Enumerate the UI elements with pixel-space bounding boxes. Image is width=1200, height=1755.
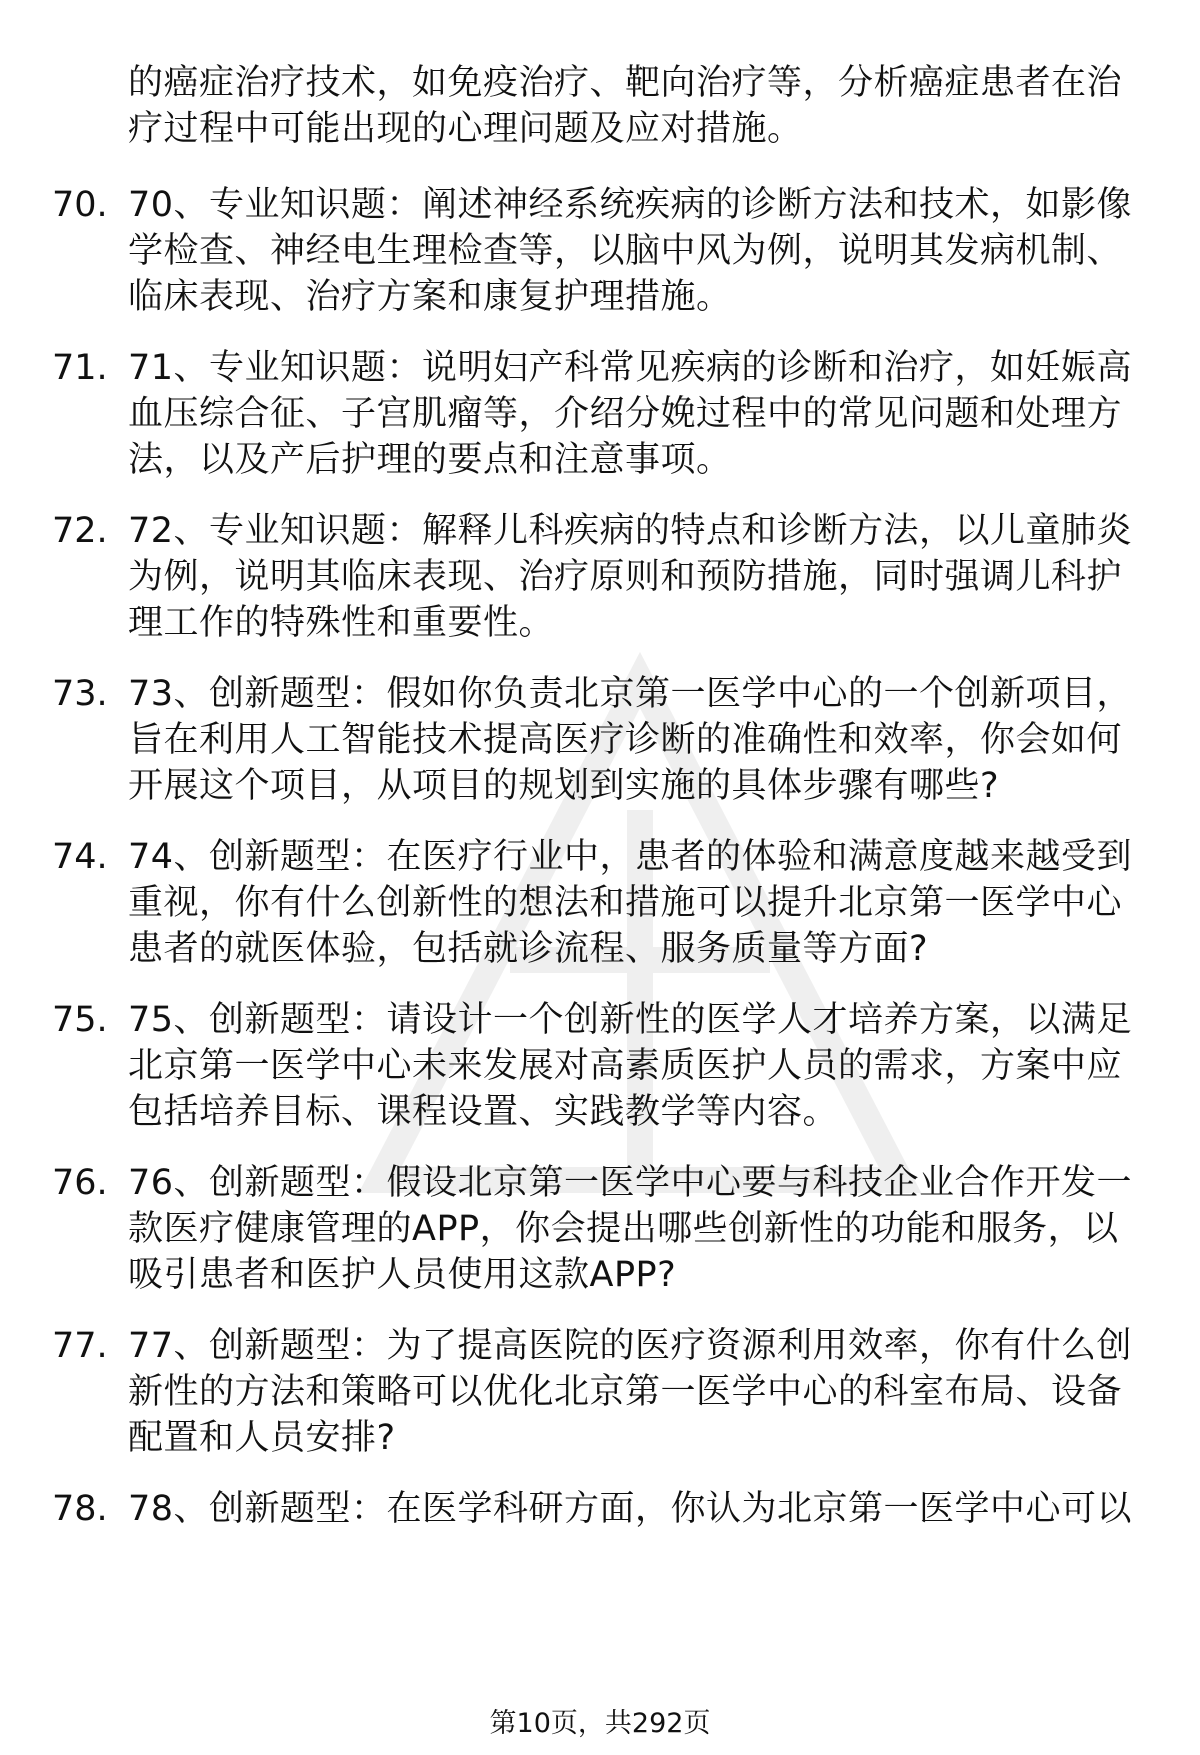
item-number: 78.: [52, 1489, 108, 1529]
item-text: 77、创新题型：为了提高医院的医疗资源利用效率，你有什么创新性的方法和策略可以优化北京第一医学中心的科室布局、设备配置和人员安排?: [128, 1326, 1133, 1458]
item-text: 71、专业知识题：说明妇产科常见疾病的诊断和治疗，如妊娠高血压综合征、子宫肌瘤等，介绍分娩过程中的常见问题和处理方法，以及产后护理的要点和注意事项。: [128, 348, 1133, 480]
item-text: 78、创新题型：在医学科研方面，你认为北京第一医学中心可以: [128, 1489, 1133, 1529]
item-text: 73、创新题型：假如你负责北京第一医学中心的一个创新项目，旨在利用人工智能技术提高医疗诊断的准确性和效率，你会如何开展这个项目，从项目的规划到实施的具体步骤有哪些?: [128, 674, 1133, 806]
item-number: 70.: [52, 185, 108, 225]
item-number: 73.: [52, 674, 108, 714]
item-text: 70、专业知识题：阐述神经系统疾病的诊断方法和技术，如影像学检查、神经电生理检查等，以脑中风为例，说明其发病机制、临床表现、治疗方案和康复护理措施。: [128, 185, 1133, 317]
item-number: 71.: [52, 348, 108, 388]
item-number: 77.: [52, 1326, 108, 1366]
item-number: 72.: [52, 511, 108, 551]
item-number: 76.: [52, 1163, 108, 1203]
item-text: 75、创新题型：请设计一个创新性的医学人才培养方案，以满足北京第一医学中心未来发展对高素质医护人员的需求，方案中应包括培养目标、课程设置、实践教学等内容。: [128, 1000, 1133, 1132]
intro-paragraph: 的癌症治疗技术，如免疫治疗、靶向治疗等，分析癌症患者在治疗过程中可能出现的心理问题及应对措施。: [128, 63, 1123, 149]
item-text: 76、创新题型：假设北京第一医学中心要与科技企业合作开发一款医疗健康管理的APP，你会提出哪些创新性的功能和服务，以吸引患者和医护人员使用这款APP?: [128, 1163, 1133, 1295]
item-text: 74、创新题型：在医疗行业中，患者的体验和满意度越来越受到重视，你有什么创新性的想法和措施可以提升北京第一医学中心患者的就医体验，包括就诊流程、服务质量等方面?: [128, 837, 1133, 969]
item-text: 72、专业知识题：解释儿科疾病的特点和诊断方法，以儿童肺炎为例，说明其临床表现、治疗原则和预防措施，同时强调儿科护理工作的特殊性和重要性。: [128, 511, 1133, 643]
item-number: 75.: [52, 1000, 108, 1040]
item-number: 74.: [52, 837, 108, 877]
page-footer: 第10页，共292页: [489, 1708, 711, 1739]
